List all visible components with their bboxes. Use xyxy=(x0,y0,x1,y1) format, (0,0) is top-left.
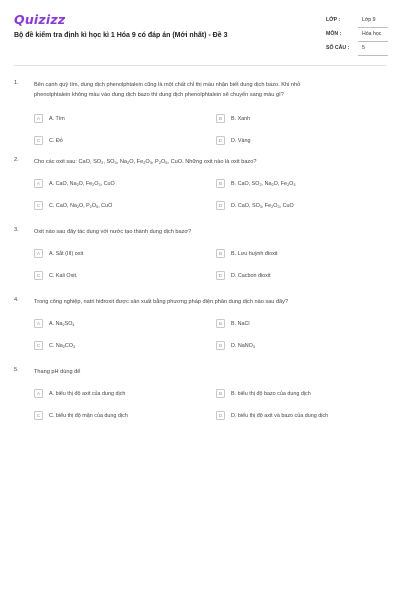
option-letter-box: C xyxy=(34,411,43,420)
option-letter-box: A xyxy=(34,389,43,398)
question-number: 4. xyxy=(14,297,19,303)
option-text: B. Lưu huỳnh đioxit xyxy=(231,250,278,257)
option-letter-box: C xyxy=(34,341,43,350)
option-text: A. Tím xyxy=(49,115,65,122)
question-number: 2. xyxy=(14,157,19,163)
meta-label: LỚP : xyxy=(326,17,341,23)
option-letter-box: D xyxy=(216,411,225,420)
option-letter-box: C xyxy=(34,201,43,210)
question-text: Cho các oxit sau: CaO, $SO_2$, $SO_3$, $Na_2O$, $Fe_2O_3$, $P_2O_5$, CuO. Những oxit nào là oxit bazo? xyxy=(34,159,257,165)
header-divider xyxy=(14,65,386,66)
meta-value: 5 xyxy=(362,45,365,51)
option-text: B. CaO, $SO_2$, $Na_2O$, $Fe_2O_3$ xyxy=(231,180,296,187)
meta-label: SỐ CÂU : xyxy=(326,45,350,51)
quizizz-logo: Quizizz xyxy=(14,12,66,27)
option-letter-box: A xyxy=(34,114,43,123)
option-letter-box: D xyxy=(216,341,225,350)
option-letter-box: D xyxy=(216,201,225,210)
option-letter-box: A xyxy=(34,179,43,188)
option-letter-box: A xyxy=(34,319,43,328)
option-text: B. Xanh xyxy=(231,115,251,122)
option-text: A. Sắt (III) oxit xyxy=(49,250,84,257)
option-text: C. $Na_2CO_3$ xyxy=(49,342,76,349)
option-letter-box: B xyxy=(216,319,225,328)
option-letter-box: B xyxy=(216,179,225,188)
option-text: D. biểu thị độ axit và bazo của dung dịch xyxy=(231,412,329,419)
meta-value: Lớp 9 xyxy=(362,17,376,23)
option-text: B. biểu thị độ bazo của dung dịch xyxy=(231,390,311,397)
question-number: 1. xyxy=(14,80,19,86)
option-letter-box: D xyxy=(216,271,225,280)
meta-label: MÔN : xyxy=(326,31,342,37)
option-text: C. Đỏ xyxy=(49,137,63,144)
option-text: A. CaO, $Na_2O$, $Fe_2O_3$, CuO xyxy=(49,180,115,187)
question-text: Oxit nào sau đây tác dụng với nước tạo thành dung dịch bazơ? xyxy=(34,229,192,235)
option-letter-box: D xyxy=(216,136,225,145)
meta-row-subject xyxy=(326,29,388,43)
option-text: C. biểu thị độ mặn của dung dịch xyxy=(49,412,128,419)
option-letter-box: C xyxy=(34,136,43,145)
option-text: A. $Na_2SO_4$ xyxy=(49,320,75,327)
option-letter-box: A xyxy=(34,249,43,258)
option-letter-box: B xyxy=(216,114,225,123)
question-text: Thang pH dùng để xyxy=(34,369,81,375)
option-letter-box: B xyxy=(216,389,225,398)
option-letter-box: B xyxy=(216,249,225,258)
meta-info xyxy=(326,15,388,57)
meta-row-count xyxy=(326,43,388,57)
option-text: B. NaCl xyxy=(231,320,250,327)
question-text: Trong công nghiệp, natri hiđroxit được sản xuất bằng phương pháp điện phân dung dịch nào sau đây? xyxy=(34,299,289,305)
question-number: 5. xyxy=(14,367,19,373)
meta-row-class xyxy=(326,15,388,29)
option-text: D. CaO, $SO_3$, $Fe_2O_3$, CuO xyxy=(231,202,294,209)
option-text: C. CaO, $Na_2O$, $P_2O_5$, CuO xyxy=(49,202,113,209)
question-text: Bên cạnh quỳ tím, dung dịch phenolphtalein cũng là một chất chỉ thị màu nhận biết dung dịch bazo. Khi nhỏ phenolphtalein không màu vào dung dịch bazo thì dung dịch phenolphtalein sẽ chuyển sang màu gì? xyxy=(34,82,301,98)
meta-value: Hóa học xyxy=(362,31,382,37)
option-text: C. Kali Oxit. xyxy=(49,272,78,279)
option-letter-box: C xyxy=(34,271,43,280)
option-text: D. Vàng xyxy=(231,137,251,144)
option-text: A. biểu thị độ axit của dung dịch xyxy=(49,390,126,397)
question-number: 3. xyxy=(14,227,19,233)
option-text: D. Cacbon đioxit xyxy=(231,272,271,279)
option-text: D. NaNO$_3$ xyxy=(231,342,255,349)
page-title: Bộ đề kiểm tra định kì học kì 1 Hóa 9 có đáp án (Mới nhất) - Đề 3 xyxy=(14,32,228,39)
